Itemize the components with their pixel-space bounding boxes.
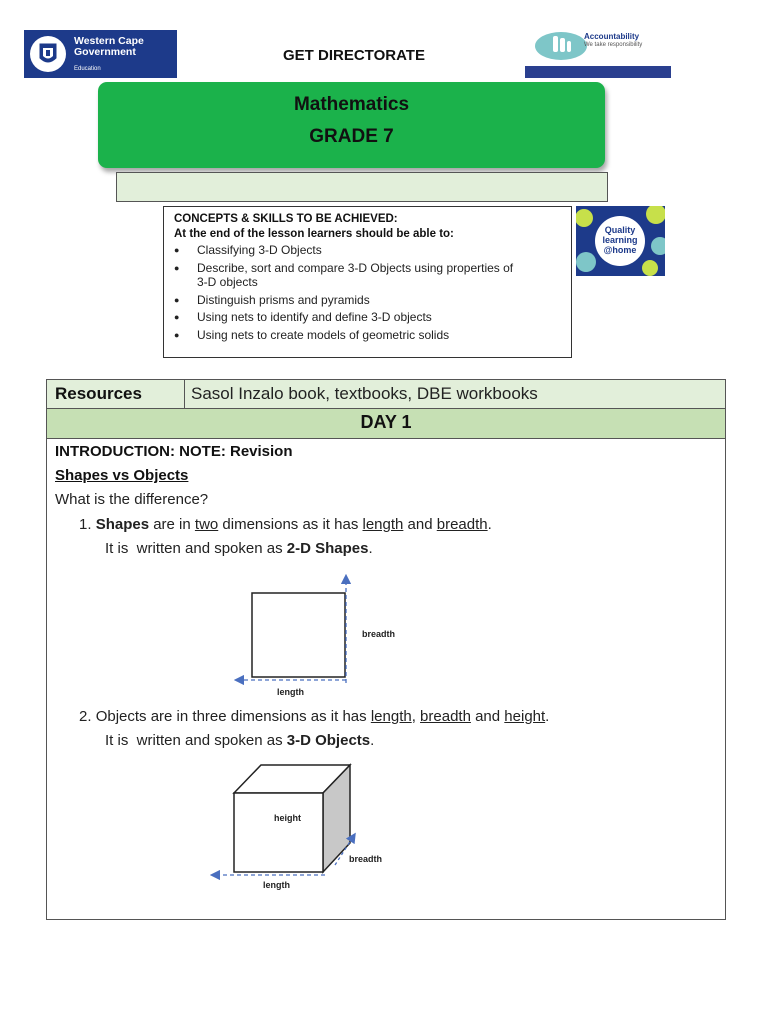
- term-height: height: [504, 708, 546, 725]
- list-item: ● Describe, sort and compare 3-D Objects using properties of 3-D objects: [174, 261, 514, 290]
- quality-line-1: Quality: [604, 225, 636, 235]
- accountability-title: Accountability: [584, 32, 640, 41]
- logo-line-1: Western Cape: [74, 34, 144, 47]
- text-fragment: It is written and spoken as: [105, 540, 287, 557]
- point-2-line-2: [105, 732, 374, 749]
- square-diagram: [227, 569, 427, 699]
- concepts-box: [163, 206, 572, 358]
- day-heading: DAY 1: [46, 409, 726, 439]
- text-fragment: .: [370, 732, 375, 749]
- point-2: [79, 708, 549, 725]
- term-length: length: [362, 516, 404, 533]
- quality-learning-graphic: [576, 206, 665, 276]
- cube-front-face: [234, 793, 323, 872]
- breadth-label: breadth: [362, 629, 396, 639]
- text-fragment: ,: [411, 708, 421, 725]
- subject-banner: [98, 82, 605, 168]
- concepts-heading: CONCEPTS & SKILLS TO BE ACHIEVED:: [174, 213, 398, 225]
- text-fragment: and: [470, 708, 505, 725]
- concepts-list: [174, 243, 561, 342]
- text-fragment: and: [403, 516, 437, 533]
- cube-diagram: [207, 757, 407, 897]
- breadth-label: breadth: [349, 854, 383, 864]
- intro-heading: INTRODUCTION: NOTE: Revision: [55, 443, 293, 460]
- point-number: 1.: [79, 516, 92, 533]
- question-text: What is the difference?: [55, 491, 209, 508]
- length-label: length: [263, 880, 290, 890]
- accountability-logo: [525, 30, 671, 78]
- page-title: GET DIRECTORATE: [283, 47, 425, 64]
- term-breadth: breadth: [436, 516, 488, 533]
- text-fragment: It is written and spoken as: [105, 732, 287, 749]
- resources-value: Sasol Inzalo book, textbooks, DBE workbooks: [191, 384, 538, 403]
- height-label: height: [274, 813, 301, 823]
- western-cape-government-logo: [24, 30, 177, 78]
- term-2d-shapes: 2-D Shapes: [286, 540, 369, 557]
- term-breadth: breadth: [420, 708, 471, 725]
- resources-label: Resources: [47, 380, 185, 408]
- blank-strip: [116, 172, 608, 202]
- grade-title: GRADE 7: [309, 126, 394, 147]
- list-item: ● Distinguish prisms and pyramids: [174, 293, 561, 308]
- term-3d-objects: 3-D Objects: [286, 732, 371, 749]
- text-fragment: .: [545, 708, 550, 725]
- hands-icon: [533, 30, 589, 66]
- text-fragment: dimensions as it has: [218, 516, 363, 533]
- point-1: [79, 516, 492, 533]
- crest-icon: [28, 34, 68, 74]
- square-shape: [252, 593, 345, 677]
- text-fragment: .: [368, 540, 373, 557]
- list-item: ● Using nets to identify and define 3-D objects: [174, 310, 561, 325]
- section-subheading: Shapes vs Objects: [55, 467, 189, 484]
- list-item: ● Using nets to create models of geometric solids: [174, 328, 561, 343]
- subject-title: Mathematics: [293, 94, 410, 115]
- resources-row: [46, 379, 726, 409]
- point-number: 2.: [79, 708, 92, 725]
- length-label: length: [277, 687, 304, 697]
- logo-line-2: Government: [74, 45, 136, 58]
- point-1-line-2: [105, 540, 373, 557]
- accountability-subtitle: We take responsibility: [584, 42, 643, 48]
- quality-line-3: @home: [603, 245, 637, 255]
- term-two: two: [194, 516, 219, 533]
- term-shapes: Shapes: [95, 516, 150, 533]
- logo-band: [525, 66, 671, 78]
- lesson-content: [46, 438, 726, 920]
- quality-learning-logo: [576, 206, 665, 276]
- logo-line-3: Education: [74, 65, 101, 72]
- list-item: ● Classifying 3-D Objects: [174, 243, 561, 258]
- text-fragment: .: [487, 516, 492, 533]
- text-fragment: are in: [149, 516, 195, 533]
- concepts-subheading: At the end of the lesson learners should be able to:: [174, 228, 454, 240]
- quality-line-2: learning: [602, 235, 638, 245]
- term-length: length: [370, 708, 412, 725]
- text-fragment: Objects are in three dimensions as it has: [95, 708, 371, 725]
